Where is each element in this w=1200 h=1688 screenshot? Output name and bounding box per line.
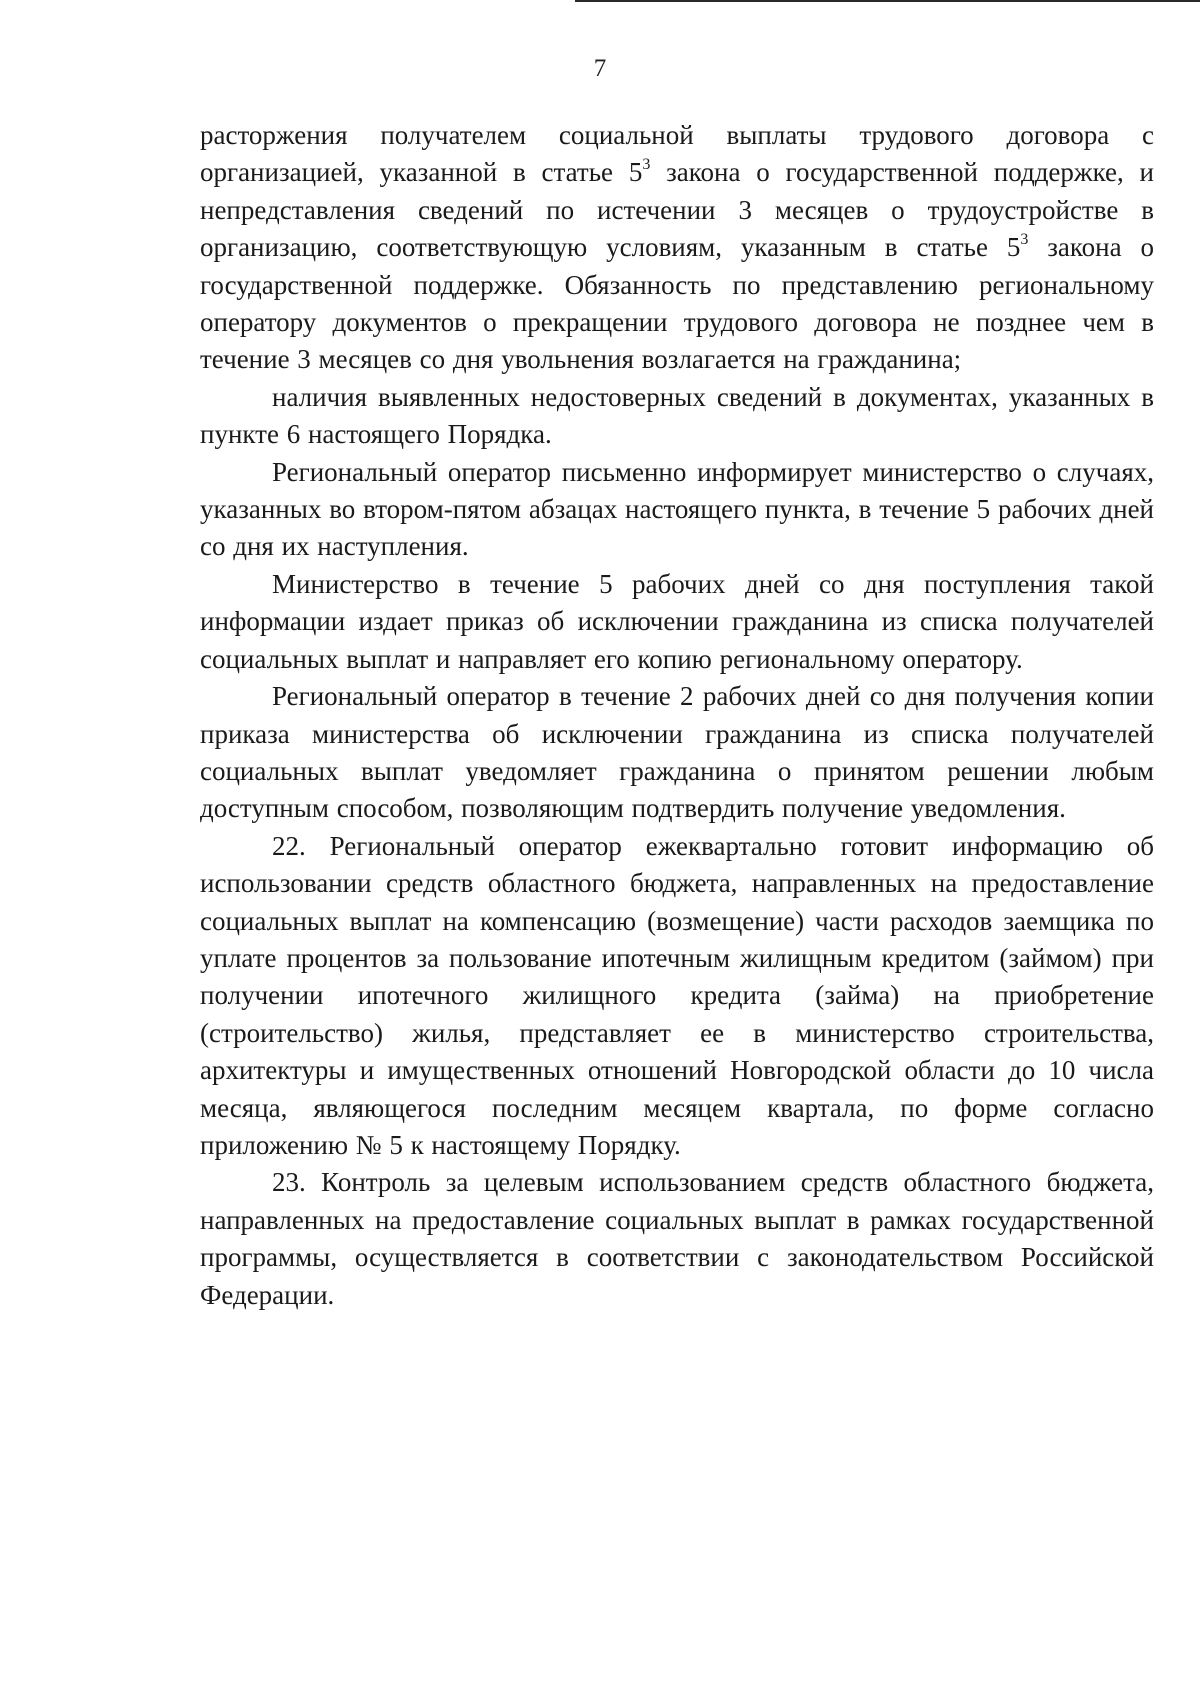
paragraph-text: закона о государственной поддержке, и непредставления сведений по истечении 3 месяцев о трудоустройстве в организацию, соответствующую условиям, указанным в статье 5 <box>200 157 1154 263</box>
paragraph-p7 <box>200 1164 1154 1314</box>
paragraph-text: наличия выявленных недостоверных сведений в документах, указанных в пункте 6 настоящего Порядка. <box>200 381 1154 450</box>
paragraph-p6 <box>200 828 1154 1165</box>
paragraph-p2 <box>200 379 1154 454</box>
paragraph-p5 <box>200 678 1154 828</box>
paragraph-text: Министерство в течение 5 рабочих дней со дня поступления такой информации издает приказ об исключении гражданина из списка получателей социальных выплат и направляет его копию региональному оператору. <box>200 568 1154 674</box>
paragraph-text: 22. Региональный оператор ежеквартально готовит информацию об использовании средств областного бюджета, направленных на предоставление социальных выплат на компенсацию (возмещение) части расходов заемщика по уплате процентов за пользование ипотечным жилищным кредитом (займом) при получении ипотечного жилищного кредита (займа) на приобретение (строительство) жилья, представляет ее в министерство строительства, архитектуры и имущественных отношений Новгородской области до 10 числа месяца, являющегося последним месяцем квартала, по форме согласно приложению № 5 к настоящему Порядку. <box>200 830 1154 1160</box>
paragraph-text: 23. Контроль за целевым использованием средств областного бюджета, направленных на предоставление социальных выплат в рамках государственной программы, осуществляется в соответствии с законодательством Российской Федерации. <box>200 1167 1154 1310</box>
paragraph-p3 <box>200 454 1154 566</box>
paragraph-p1 <box>200 117 1154 379</box>
superscript: 3 <box>642 156 651 174</box>
paragraph-text: закона о государственной поддержке. Обязанность по представлению региональному оператору документов о прекращении трудового договора не позднее чем в течение 3 месяцев со дня увольнения возлагается на гражданина; <box>200 232 1154 375</box>
paragraph-text: расторжения получателем социальной выплаты трудового договора с организацией, указанной в статье 5 <box>200 120 1154 188</box>
superscript: 3 <box>1020 231 1029 249</box>
paragraph-text: Региональный оператор в течение 2 рабочих дней со дня получения копии приказа министерства об исключении гражданина из списка получателей социальных выплат уведомляет гражданина о принятом решении любым доступным способом, позволяющим подтвердить получение уведомления. <box>200 681 1154 824</box>
document-body <box>200 117 1154 1314</box>
paragraph-p4 <box>200 566 1154 678</box>
page-number: 7 <box>593 55 607 82</box>
paragraph-text: Региональный оператор письменно информирует министерство о случаях, указанных во втором-пятом абзацах настоящего пункта, в течение 5 рабочих дней со дня их наступления. <box>200 456 1154 562</box>
scan-edge-line <box>575 0 1200 2</box>
